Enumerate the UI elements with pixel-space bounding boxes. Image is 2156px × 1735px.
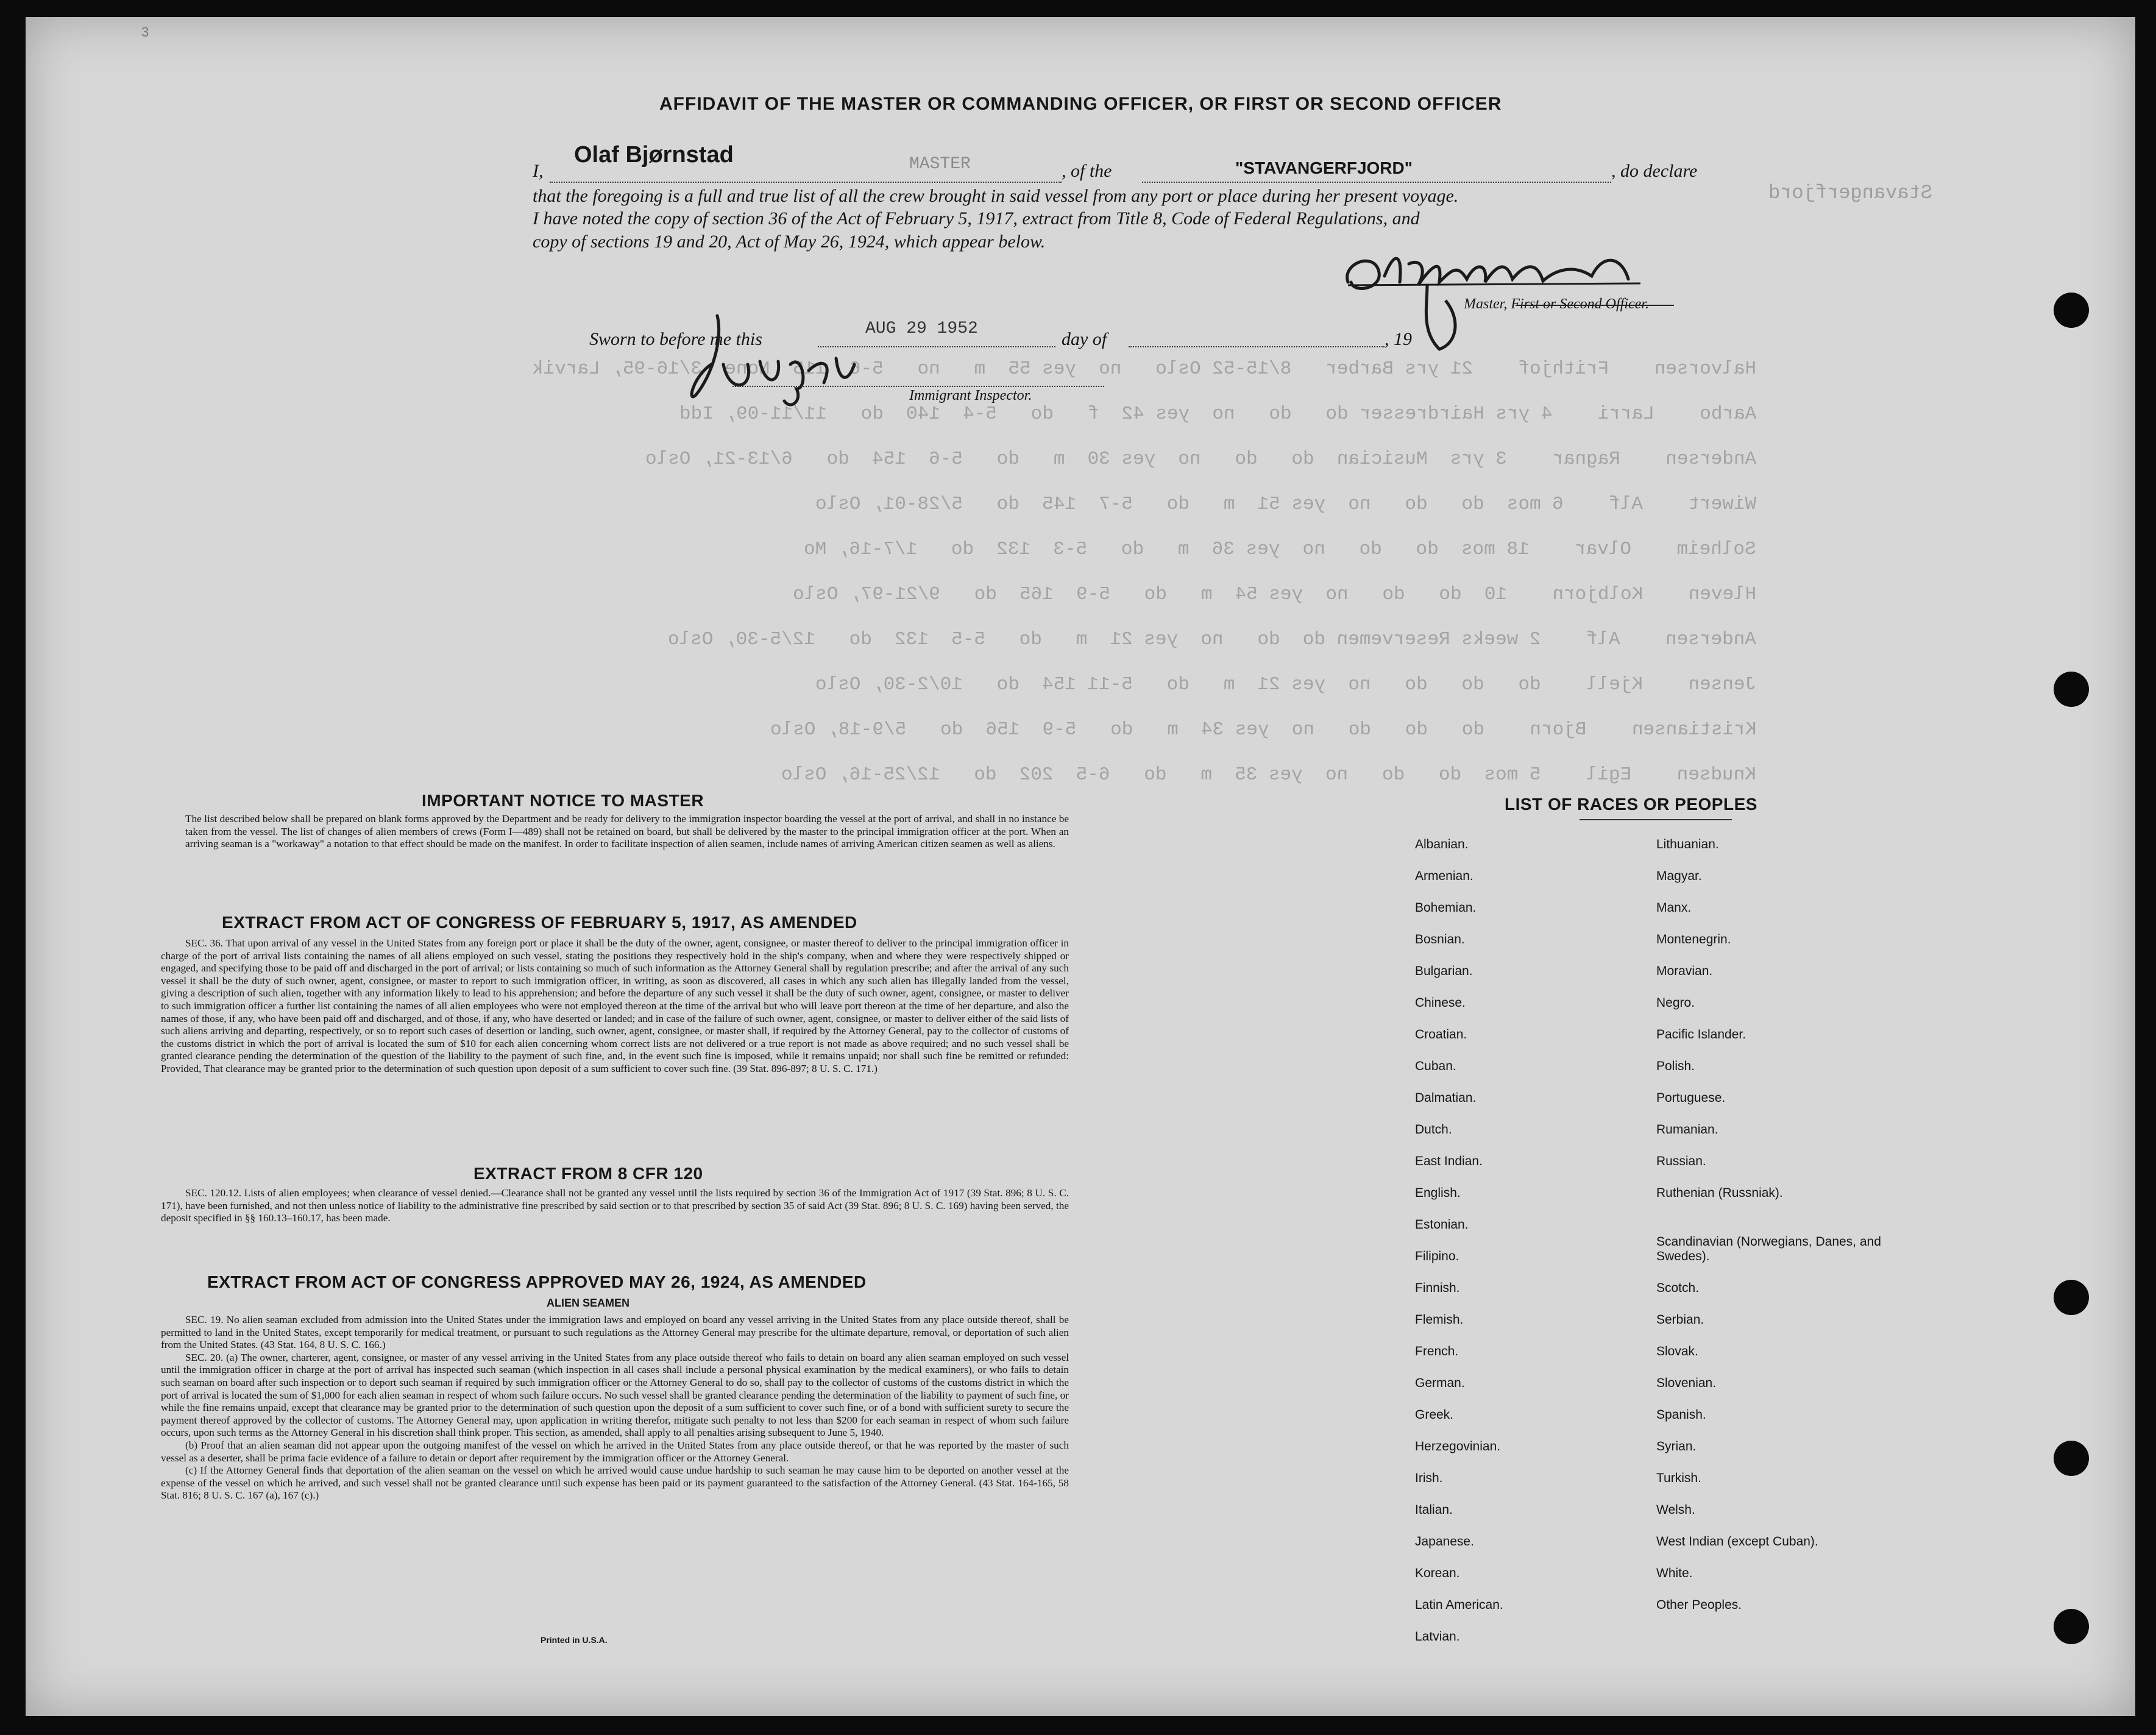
race-right-item: Magyar.: [1656, 869, 1702, 883]
bleed-row: Aarbo Larri 4 yrs Hairdresser do do no yes 42 f do 5-4 140 do 11/11-09, Idd: [679, 403, 1756, 425]
sec-20a-paragraph: SEC. 20. (a) The owner, charterer, agent, consignee, or master of any vessel arriving in the United States from any place outside thereof who fails to detain on board any alien seaman employed on such vessel until the immigration officer in charge at the port of arrival has inspected such seaman (which inspection in all cases shall include a personal physical examination by the medical examiners), or who fails to detain such seaman on board after such inspection or to deport such seaman if required by such immigration officer or the Attorney General to do so, shall pay to the collector of customs of the customs district in which the port of arrival is located the sum of $1,000 for each alien seaman in respect of whom such failure occurs. No such vessel shall be granted clearance pending the determination of the liability to payment of such fine, or while the fine remains unpaid, except that clearance may be granted prior to the determination of such question upon the deposit of a sum sufficient to cover such fine, or of a bond with sufficient surety to secure the payment thereof approved by the collector of customs. The Attorney General may, upon application in writing therefor, mitigate such penalty to not less than $200 for each seaman in respect of whom such failure occurs, upon such terms as the Attorney General in his discretion shall think proper. This section, as amended, shall apply to all penalties arising subsequent to June 5, 1940.: [161, 1351, 1069, 1439]
race-left-item: Italian.: [1415, 1503, 1453, 1517]
race-right-item: Welsh.: [1656, 1503, 1695, 1517]
year-label: , 19: [1385, 329, 1412, 349]
race-right-item: Rumanian.: [1656, 1123, 1718, 1137]
notice-body: The list described below shall be prepared on blank forms approved by the Department and be ready for delivery to the immigration inspector boarding the vessel at the port of arrival, and shall in no instance be taken from the vessel. The list of changes of alien members of crews (Form I—489) shall not be retained on board, but shall be delivered by the master to the principal immigration officer at the port. When an arriving seaman is a "workaway" a notation to that effect should be made on the manifest. In order to facilitate inspection of alien seamen, include names of arriving American citizen seamen as well as aliens.: [185, 813, 1069, 850]
race-left-item: Bosnian.: [1415, 932, 1465, 946]
race-left-item: Dalmatian.: [1415, 1091, 1477, 1105]
race-left-item: Cuban.: [1415, 1059, 1456, 1073]
race-right-item: Ruthenian (Russniak).: [1656, 1186, 1783, 1200]
extract-1917-body: SEC. 36. That upon arrival of any vessel in the United States from any foreign port or place it shall be the duty of the owner, agent, consignee, or master thereof to deliver to the principal immigration officer in charge of the port of arrival lists containing the names of all aliens employed on such vessel, stating the positions they respectively hold in the ship's company, when and where they were respectively shipped or engaged, and specifying those to be paid off and discharged in the port of arrival; or lists containing so much of such information as the Attorney General shall by regulation prescribe; and after the arrival of any such vessel it shall be the duty of such owner, agent, consignee, or master to report to such immigration officer, in writing, as soon as discovered, all cases in which any such alien has illegally landed from the vessel, giving a description of such alien, together with any information likely to lead to his apprehension; and before the departure of any such vessel it shall be the duty of such owner, agent, consignee, or master to deliver to such immigration officer a further list containing the names of all alien employees who were not employed thereon at the time of the arrival but who will leave port thereon at the time of her departure, and also the names of those, if any, who have been paid off and discharged, and of those, if any, who have deserted or landed; and in case of the failure of such owner, agent, consignee, or master to deliver either of the said lists of such aliens arriving and departing, respectively, or so to report such cases of desertion or landing, such owner, agent, consignee, or master shall, if required by the Attorney General, pay to the collector of customs of the customs district in which the port of arrival is located the sum of $10 for each alien concerning whom correct lists are not delivered or a true report is not made as above required; and no such vessel shall be granted clearance pending the determination of the question of the liability to the payment of such fine, and, in the event such fine is imposed, while it remains unpaid; nor shall such fine be remitted or refunded: Provided, That clearance may be granted prior to the determination of such question upon deposit of a sum sufficient to cover such fine. (39 Stat. 896-897; 8 U. S. C. 171.): [161, 937, 1069, 1074]
race-right-item: Scandinavian (Norwegians, Danes, and Swedes).: [1656, 1235, 1881, 1263]
race-left-item: Filipino.: [1415, 1249, 1459, 1263]
inspector-label: Immigrant Inspector.: [909, 388, 1032, 403]
i-label: I,: [533, 161, 544, 181]
sworn-date-stamp: AUG 29 1952: [865, 319, 978, 338]
do-declare-label: , do declare: [1611, 161, 1698, 181]
master-name: Olaf Bjørnstad: [574, 142, 734, 168]
sworn-label: Sworn to before me this: [589, 329, 762, 349]
declaration-line-2: that the foregoing is a full and true list of all the crew brought in said vessel from any port or place during her present voyage.: [533, 186, 1459, 206]
bleed-row: Kristiansen Bjorn do do do no yes 34 m do 5-9 156 do 5/9-18, Oslo: [770, 719, 1756, 740]
punch-hole: [2054, 672, 2089, 707]
race-left-item: Latin American.: [1415, 1598, 1503, 1612]
race-right-item: Serbian.: [1656, 1313, 1704, 1327]
race-left-item: Finnish.: [1415, 1281, 1460, 1295]
punch-hole: [2054, 1609, 2089, 1644]
race-left-item: Bohemian.: [1415, 901, 1477, 915]
extract-1924-body: [161, 1314, 1069, 1502]
race-right-item: Portuguese.: [1656, 1091, 1726, 1105]
race-left-item: Herzegovinian.: [1415, 1439, 1501, 1453]
strike-first-second: [1516, 305, 1674, 306]
extract-cfr-body: SEC. 120.12. Lists of alien employees; when clearance of vessel denied.—Clearance shall not be granted any vessel until the lists required by section 36 of the Immigration Act of 1917 (39 Stat. 896; 8 U. S. C. 171), have been furnished, and not then unless notice of liability to the administrative fine prescribed by said section or to that prescribed by section 35 of said Act (39 Stat. 896; 8 U. S. C. 169) having been served, the deposit specified in §§ 160.13–160.17, has been made.: [161, 1187, 1069, 1224]
race-left-item: Croatian.: [1415, 1027, 1467, 1041]
race-left-item: Flemish.: [1415, 1313, 1464, 1327]
extract-1924-subtitle: ALIEN SEAMEN: [547, 1297, 630, 1309]
day-of-label: day of: [1062, 329, 1107, 349]
declaration-line-3: I have noted the copy of section 36 of the Act of February 5, 1917, extract from Title 8, Code of Federal Regulations, and: [533, 208, 1420, 229]
race-left-item: German.: [1415, 1376, 1465, 1390]
notice-title: IMPORTANT NOTICE TO MASTER: [422, 791, 704, 810]
race-right-item: Moravian.: [1656, 964, 1713, 978]
race-right-item: Russian.: [1656, 1154, 1706, 1168]
master-signature-label: Master, First or Second Officer.: [1464, 296, 1649, 312]
master-name-line: [550, 182, 1062, 183]
race-right-item: Slovak.: [1656, 1344, 1698, 1358]
race-right-item: Slovenian.: [1656, 1376, 1717, 1390]
race-left-item: English.: [1415, 1186, 1461, 1200]
bleed-row: Wiwert Alf 6 mos do do no yes 51 m do 5-7 145 do 5/28-01, Oslo: [815, 494, 1756, 515]
vessel-name: "STAVANGERFJORD": [1235, 158, 1413, 177]
race-right-item: Scotch.: [1656, 1281, 1700, 1295]
race-right-item: Lithuanian.: [1656, 837, 1719, 851]
bleed-row: Solheim Olvar 18 mos do do no yes 36 m do 5-3 132 do 1/7-16, Mo: [804, 539, 1756, 560]
race-left-item: Korean.: [1415, 1566, 1460, 1580]
race-right-item: Negro.: [1656, 996, 1695, 1010]
of-the-label: , of the: [1062, 161, 1112, 181]
race-left-item: Japanese.: [1415, 1535, 1474, 1549]
sec-19-paragraph: SEC. 19. No alien seaman excluded from admission into the United States under the immigration laws and employed on board any vessel arriving in the United States from any place outside thereof, shall be permitted to land in the United States, except temporarily for medical treatment, or pursuant to such regulations as the Attorney General may prescribe for the ultimate departure, removal, or deportation of such alien from the United States. (43 Stat. 164, 8 U. S. C. 166.): [161, 1314, 1069, 1351]
race-left-item: Bulgarian.: [1415, 964, 1473, 978]
sec-20c-paragraph: (c) If the Attorney General finds that deportation of the alien seaman on the vessel on which he arrived would cause undue hardship to such seaman he may cause him to be deported on another vessel at the expense of the vessel on which he arrived, and such vessel shall not be granted clearance until such expense has been paid or its payment guaranteed to the satisfaction of the Attorney General. (43 Stat. 164-165, 58 Stat. 816; 8 U. S. C. 167 (a), 167 (c).): [161, 1464, 1069, 1502]
race-right-item: Syrian.: [1656, 1439, 1697, 1453]
declaration-line-4: copy of sections 19 and 20, Act of May 26, 1924, which appear below.: [533, 232, 1046, 252]
race-right-item: White.: [1656, 1566, 1693, 1580]
race-right-item: Montenegrin.: [1656, 932, 1731, 946]
race-left-item: Greek.: [1415, 1408, 1454, 1422]
race-right-item: Other Peoples.: [1656, 1598, 1742, 1612]
races-title: LIST OF RACES OR PEOPLES: [1505, 795, 1757, 814]
inspector-signature: [681, 303, 882, 413]
punch-hole: [2054, 293, 2089, 328]
corner-mark: 3: [141, 24, 149, 40]
bleed-row: Halvorsen Frithjof 21 yrs Barber 8/15-52 Oslo no yes 55 m no 5-6 115 None 3/16-95, Larvik: [531, 358, 1756, 380]
race-left-item: French.: [1415, 1344, 1459, 1358]
day-of-line: [1129, 346, 1385, 347]
race-left-item: Armenian.: [1415, 869, 1473, 883]
bleed-through-vessel: Stavangerfjord: [1768, 182, 1932, 204]
punch-hole: [2054, 1441, 2089, 1476]
bleed-through-rows: [489, 358, 1756, 821]
race-left-item: Dutch.: [1415, 1123, 1452, 1137]
extract-cfr-title: EXTRACT FROM 8 CFR 120: [473, 1164, 703, 1183]
bleed-row: Jensen Kjell do do do no yes 21 m do 5-11 154 do 10/2-30, Oslo: [815, 674, 1756, 695]
extract-1924-title: EXTRACT FROM ACT OF CONGRESS APPROVED MAY 26, 1924, AS AMENDED: [207, 1272, 867, 1291]
bleed-row: Knudsen Egil 5 mos do do no yes 35 m do 6-5 202 do 12/25-16, Oslo: [781, 764, 1756, 786]
bleed-row: Hleven Kolbjorn 10 do do no yes 54 m do 5-9 165 do 9/21-97, Oslo: [792, 584, 1756, 605]
extract-1917-title: EXTRACT FROM ACT OF CONGRESS OF FEBRUARY 5, 1917, AS AMENDED: [222, 913, 857, 932]
rank-stamp: MASTER: [909, 155, 971, 174]
race-right-item: Turkish.: [1656, 1471, 1701, 1485]
punch-hole: [2054, 1280, 2089, 1315]
race-right-item: Manx.: [1656, 901, 1692, 915]
race-right-item: Polish.: [1656, 1059, 1695, 1073]
races-title-rule: [1580, 819, 1732, 820]
bleed-row: Andersen Ragnar 3 yrs Musician do do no yes 30 m do 5-6 154 do 6/13-21, Oslo: [645, 449, 1756, 470]
race-left-item: East Indian.: [1415, 1154, 1483, 1168]
race-left-item: Albanian.: [1415, 837, 1469, 851]
race-right-item: West Indian (except Cuban).: [1656, 1535, 1818, 1549]
printed-in-usa: Printed in U.S.A.: [541, 1635, 608, 1645]
race-left-item: Irish.: [1415, 1471, 1443, 1485]
affidavit-title: AFFIDAVIT OF THE MASTER OR COMMANDING OFFICER, OR FIRST OR SECOND OFFICER: [659, 94, 1502, 114]
document-page: [26, 17, 2135, 1716]
inspector-line: [732, 386, 1104, 387]
race-right-item: Pacific Islander.: [1656, 1027, 1746, 1041]
sec-20b-paragraph: (b) Proof that an alien seaman did not appear upon the outgoing manifest of the vessel on which he arrived in the United States from any place outside thereof, or that he was reported by the master of such vessel as a deserter, shall be prima facie evidence of a failure to detain or deport after requirement by the immigration officer or the Attorney General.: [161, 1439, 1069, 1464]
vessel-name-line: [1142, 182, 1611, 183]
race-right-item: Spanish.: [1656, 1408, 1706, 1422]
race-left-item: Chinese.: [1415, 996, 1466, 1010]
race-left-item: Estonian.: [1415, 1218, 1469, 1232]
bleed-row: Andersen Alf 2 weeks Reservemen do do no yes 21 m do 5-5 132 do 12/5-30, Oslo: [668, 629, 1756, 650]
race-left-item: Latvian.: [1415, 1630, 1460, 1644]
